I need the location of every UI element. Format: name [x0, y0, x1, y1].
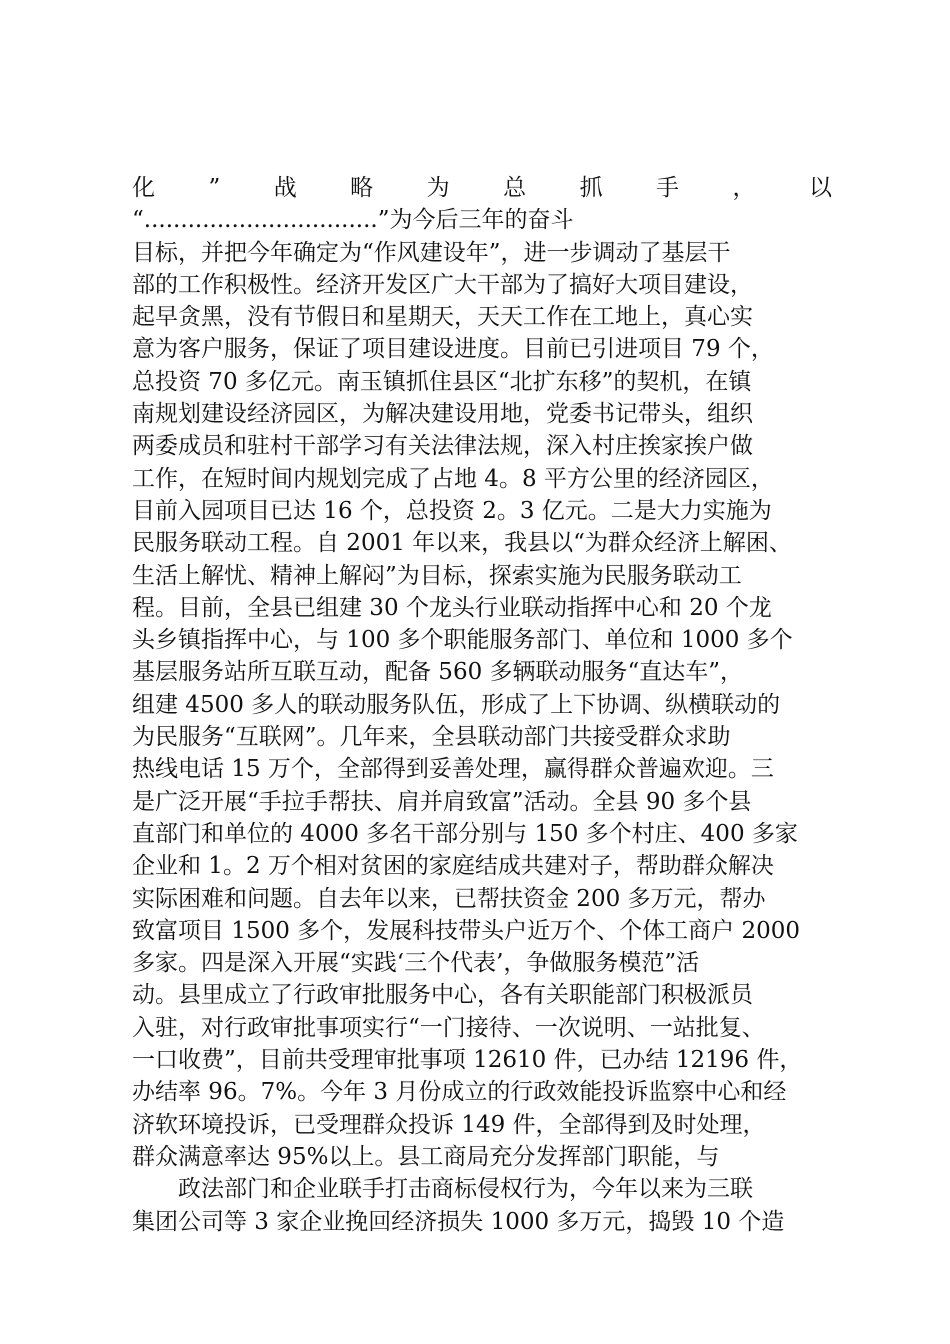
text-line: 企业和 1。2 万个相对贫困的家庭结成共建对子，帮助群众解决 — [132, 853, 774, 880]
text-line: 直部门和单位的 4000 多名干部分别与 150 多个村庄、400 多家 — [132, 820, 798, 847]
text-line: 组建 4500 多人的联动服务队伍，形成了上下协调、纵横联动的 — [132, 691, 781, 718]
text-line: 程。目前，全县已组建 30 个龙头行业联动指挥中心和 20 个龙 — [132, 594, 772, 621]
text-line: 致富项目 1500 多个，发展科技带头户近万个、个体工商户 2000 — [132, 917, 800, 944]
text-line: 动。县里成立了行政审批服务中心，各有关职能部门积极派员 — [132, 982, 753, 1009]
first-line — [132, 172, 832, 204]
text-line: 一口收费”，目前共受理审批事项 12610 件，已办结 12196 件， — [132, 1047, 803, 1074]
text-line: 工作，在短时间内规划完成了占地 4。8 平方公里的经济园区， — [132, 465, 774, 492]
text-line: “................................”为今后三年的奋斗 — [132, 207, 574, 234]
text-line: 头乡镇指挥中心，与 100 多个职能服务部门、单位和 1000 多个 — [132, 627, 793, 654]
text-line: 群众满意率达 95%以上。县工商局充分发挥部门职能，与 — [132, 1143, 720, 1170]
text-line: 总投资 70 多亿元。南玉镇抓住县区“北扩东移”的契机，在镇 — [132, 368, 752, 395]
text-line: 生活上解忧、精神上解闷”为目标，探索实施为民服务联动工 — [132, 562, 742, 589]
text-line: 办结率 96。7%。今年 3 月份成立的行政效能投诉监察中心和经 — [132, 1079, 787, 1106]
text-line: 起早贪黑，没有节假日和星期天，天天工作在工地上，真心实 — [132, 304, 753, 331]
text-line: 意为客户服务，保证了项目建设进度。目前已引进项目 79 个， — [132, 336, 774, 363]
text-line: 两委成员和驻村干部学习有关法律法规，深入村庄挨家挨户做 — [132, 433, 753, 460]
first-line-token: 为 — [426, 175, 450, 201]
text-line: 多家。四是深入开展“实践‘三个代表’，争做服务模范”活 — [132, 950, 700, 977]
text-line: 是广泛开展“手拉手帮扶、肩并肩致富”活动。全县 90 多个县 — [132, 788, 752, 815]
text-line: 目标，并把今年确定为“作风建设年”，进一步调动了基层干 — [132, 239, 731, 266]
first-line-token: 化 — [132, 175, 155, 201]
text-line: 实际困难和问题。自去年以来，已帮扶资金 200 多万元，帮办 — [132, 885, 766, 912]
first-line-token: 略 — [350, 175, 374, 201]
text-line: 南规划建设经济园区，为解决建设用地，党委书记带头，组织 — [132, 401, 753, 428]
first-line-token: ， — [732, 175, 756, 201]
first-line-token: ” — [208, 175, 221, 201]
first-line-token: 总 — [503, 175, 527, 201]
paragraph-start-line: 政法部门和企业联手打击商标侵权行为，今年以来为三联 — [178, 1176, 753, 1203]
first-line-token: 以 — [808, 175, 832, 201]
text-line: 集团公司等 3 家企业挽回经济损失 1000 多万元，捣毁 10 个造 — [132, 1208, 785, 1235]
text-line: 济软环境投诉，已受理群众投诉 149 件，全部得到及时处理， — [132, 1111, 766, 1138]
text-line: 基层服务站所互联互动，配备 560 多辆联动服务“直达车”， — [132, 659, 744, 686]
first-line-token: 战 — [273, 175, 297, 201]
first-line-token: 手 — [656, 175, 680, 201]
text-line: 为民服务“互联网”。几年来，全县联动部门共接受群众求助 — [132, 724, 731, 751]
text-line: 部的工作积极性。经济开发区广大干部为了搞好大项目建设， — [132, 271, 753, 298]
text-line: 目前入园项目已达 16 个，总投资 2。3 亿元。二是大力实施为 — [132, 497, 772, 524]
text-line: 民服务联动工程。自 2001 年以来，我县以“为群众经济上解困、 — [132, 530, 792, 557]
text-line: 热线电话 15 万个，全部得到妥善处理，赢得群众普遍欢迎。三 — [132, 756, 774, 783]
text-line: 入驻，对行政审批事项实行“一门接待、一次说明、一站批复、 — [132, 1014, 765, 1041]
first-line-token: 抓 — [579, 175, 603, 201]
body-text — [132, 172, 832, 1238]
